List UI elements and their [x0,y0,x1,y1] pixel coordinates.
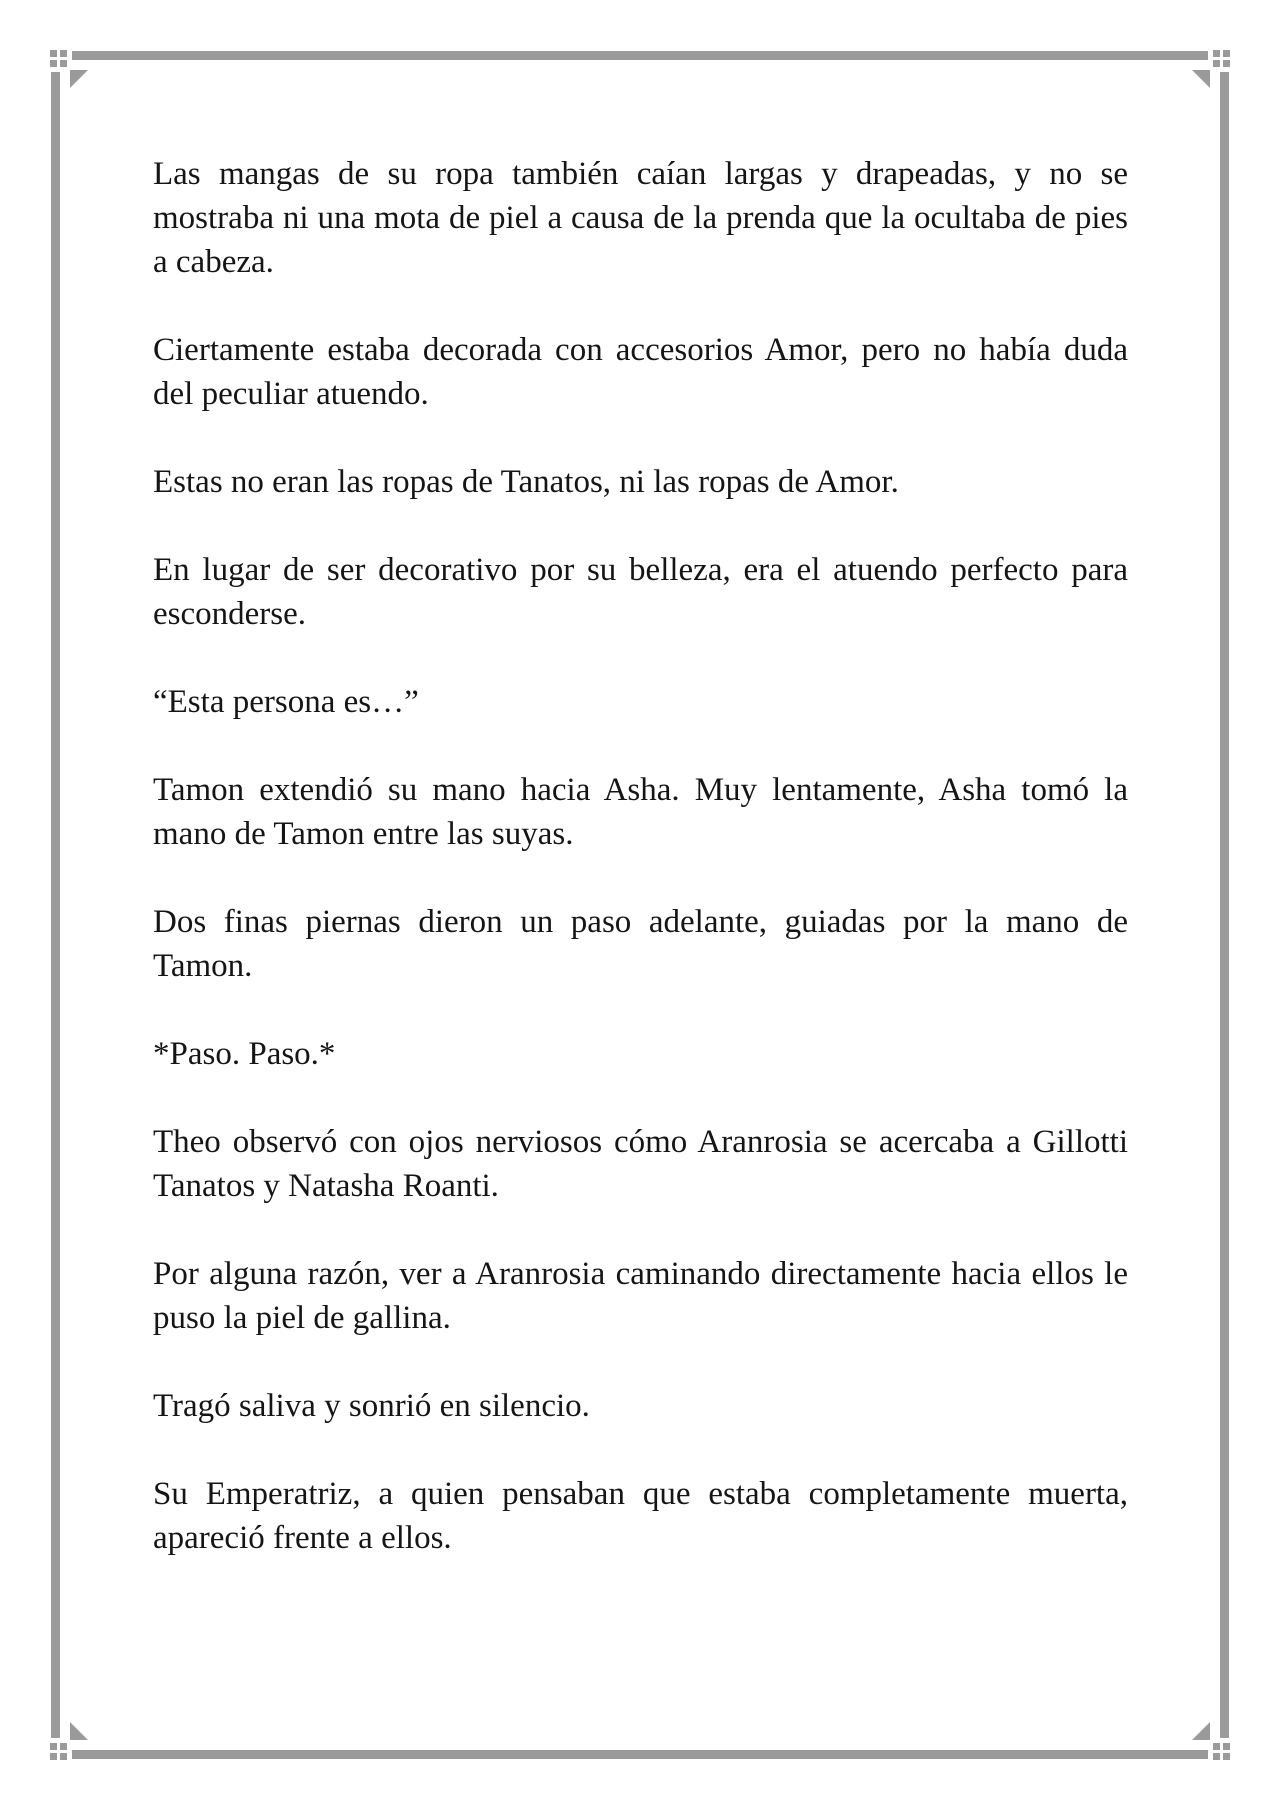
corner-triangle-top-left [70,70,88,88]
paragraph: Theo observó con ojos nerviosos cómo Aranrosia se acercaba a Gillotti Tanatos y Natasha Roanti. [153,1124,1128,1204]
paragraph: Las mangas de su ropa también caían largas y drapeadas, y no se mostraba ni una mota de piel a causa de la prenda que la ocultaba de pies a cabeza. [153,156,1128,280]
corner-triangle-top-right [1192,70,1210,88]
paragraph: *Paso. Paso.* [153,1036,336,1072]
border-right [1220,72,1229,1738]
border-top [72,51,1208,60]
paragraph: Su Emperatriz, a quien pensaban que estaba completamente muerta, apareció frente a ellos. [153,1476,1128,1556]
border-left [51,72,60,1738]
paragraph: “Esta persona es…” [153,684,419,720]
corner-triangle-bottom-right [1192,1722,1210,1740]
paragraph: Dos finas piernas dieron un paso adelante, guiadas por la mano de Tamon. [153,904,1128,984]
paragraph: Ciertamente estaba decorada con accesorios Amor, pero no había duda del peculiar atuendo. [153,332,1128,412]
paragraph: Tragó saliva y sonrió en silencio. [153,1388,590,1424]
border-bottom [72,1750,1208,1759]
paragraph: En lugar de ser decorativo por su belleza, era el atuendo perfecto para esconderse. [153,552,1128,632]
corner-triangle-bottom-left [70,1722,88,1740]
paragraph: Estas no eran las ropas de Tanatos, ni las ropas de Amor. [153,464,899,500]
page-text [153,152,1128,1604]
paragraph: Tamon extendió su mano hacia Asha. Muy lentamente, Asha tomó la mano de Tamon entre las suyas. [153,772,1128,852]
paragraph: Por alguna razón, ver a Aranrosia caminando directamente hacia ellos le puso la piel de gallina. [153,1256,1128,1336]
